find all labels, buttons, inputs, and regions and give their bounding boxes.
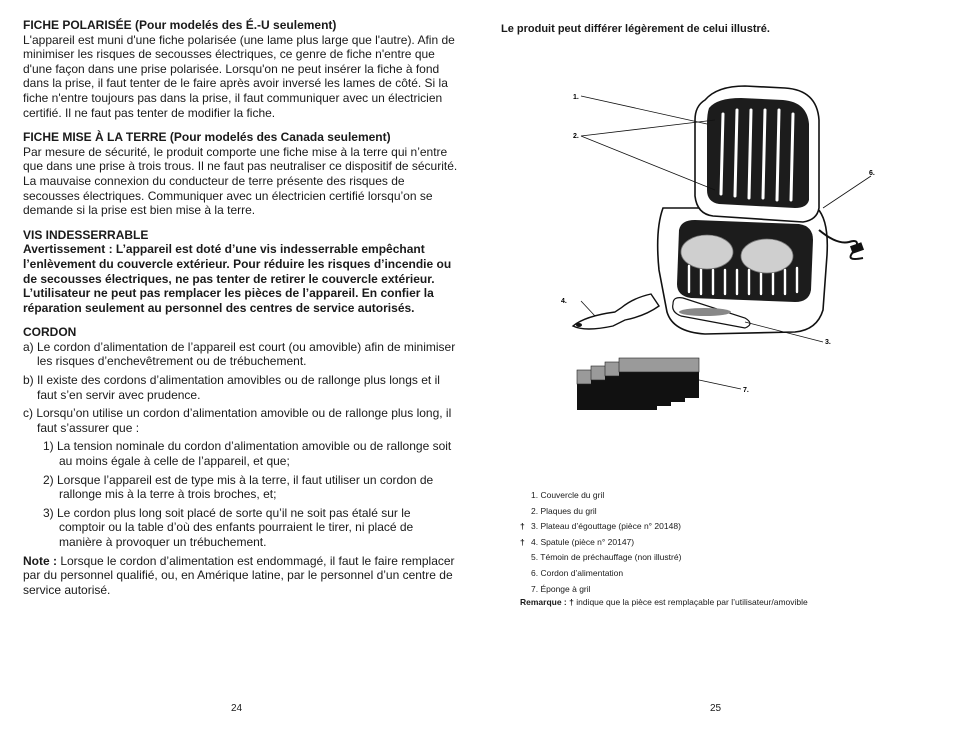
heading-subtitle: (Pour modelés des É.-U seulement) (131, 18, 337, 32)
note-label: Note : (23, 553, 57, 568)
heading-fiche-terre (23, 130, 459, 145)
heading-title: FICHE MISE À LA TERRE (23, 130, 167, 145)
parts-list-item (520, 535, 681, 551)
note-paragraph (23, 554, 459, 598)
figure-label-4: 4. (561, 298, 567, 305)
remark-body: indique que la pièce est remplaçable par l’utilisateur/amovible (573, 597, 808, 607)
part-label: 5. Témoin de préchauffage (non illustré) (531, 552, 682, 563)
figure-label-6: 6. (869, 170, 875, 177)
heading-subtitle: (Pour modelés des Canada seulement) (166, 130, 391, 145)
figure-label-2: 2. (573, 133, 579, 140)
list-item-c: c) Lorsqu’on utilise un cordon d’alimentation amovible ou de rallonge plus long, il faut s’assurer que : (23, 406, 452, 435)
parts-list-item (520, 582, 681, 598)
parts-list (520, 488, 681, 597)
remark-note (520, 597, 808, 607)
list-item-c1: 1) La tension nominale du cordon d’alimentation amovible ou de rallonge soit au moins égale à celle de l’appareil, et que; (43, 439, 452, 469)
heading-vis: VIS INDESSERRABLE (23, 227, 149, 242)
product-disclaimer: Le produit peut différer légèrement de celui illustré. (501, 23, 770, 35)
parts-list-item (520, 504, 681, 520)
dagger-icon: † (520, 521, 525, 532)
note-body: Lorsque le cordon d’alimentation est endommagé, il faut le faire remplacer par du personnel qualifié, ou, en Amérique latine, par le personnel d’un centre de service autorisé. (23, 553, 455, 597)
figure-label-7: 7. (743, 387, 749, 394)
heading-cordon: CORDON (23, 325, 77, 340)
part-label: 6. Cordon d’alimentation (531, 567, 624, 578)
grill-illustration (555, 80, 875, 420)
parts-list-item (520, 550, 681, 566)
list-item-b: b) Il existe des cordons d’alimentation amovibles ou de rallonge plus longs et il faut s’en servir avec prudence. (23, 373, 440, 402)
heading-fiche-polarisee (23, 18, 459, 33)
list-item-c3: 3) Le cordon plus long soit placé de sorte qu’il ne soit pas étalé sur le comptoir ou la table d’où des enfants pourraient le tirer, ni placé de manière à provoquer un trébuchement. (43, 505, 414, 549)
figure-label-3: 3. (825, 339, 831, 346)
list-item-c2: 2) Lorsque l’appareil est de type mis à la terre, il faut utiliser un cordon de rallonge mis à la terre à trois broches, et; (43, 472, 434, 502)
page-number-right: 25 (710, 703, 722, 714)
part-label: 3. Plateau d’égouttage (pièce n° 20148) (531, 521, 681, 532)
parts-list-item (520, 519, 681, 535)
part-label: 1. Couvercle du gril (531, 490, 605, 500)
figure-label-1: 1. (573, 94, 579, 101)
heading-title: FICHE POLARISÉE (23, 18, 132, 32)
paragraph-fiche-terre: Par mesure de sécurité, le produit comporte une fiche mise à la terre qui n’entre que dans une prise à trois trous. Il ne faut pas neutraliser ce dispositif de sécurité. La mauvaise connexion du conducteur de terre présente des risques de secousses électriques. Communiquer avec un électricien certifié lorsqu’on se demande si la prise est bien mise à la terre. (23, 144, 458, 218)
part-label: 2. Plaques du gril (531, 505, 597, 516)
remark-label: Remarque : † (520, 597, 574, 607)
dagger-icon: † (520, 536, 525, 547)
left-page-content (23, 18, 459, 597)
page-number-left: 24 (231, 703, 243, 714)
paragraph-vis-warning: Avertissement : L’appareil est doté d’une vis indesserrable empêchant l’enlèvement du couvercle extérieur. Pour réduire les risques d’incendie ou de secousses électriques, ne pas tenter de retirer le couvercle extérieur. L’utilisateur ne peut pas remplacer les pièces de l’appareil. En confier la réparation seulement au personnel des centres de service autorisés. (23, 242, 452, 315)
paragraph-fiche-polarisee: L'appareil est muni d'une fiche polarisée (une lame plus large que l'autre). Afin de minimiser les risques de secousses électriques, ce genre de fiche n'entre que d'une façon dans une prise polarisée. Lorsqu'on ne peut insérer la fiche à fond dans la prise, il faut tenter de le faire après avoir inversé les lames de côté. Si la fiche n'entre toujours pas dans la prise, il faut communiquer avec un électricien certifié. Il ne faut pas tenter de modifier la fiche. (23, 32, 455, 120)
part-label: 4. Spatule (pièce n° 20147) (531, 536, 635, 547)
part-label: 7. Éponge à gril (531, 583, 591, 594)
parts-list-item (520, 488, 681, 504)
list-item-a: a) Le cordon d’alimentation de l’appareil est court (ou amovible) afin de minimiser les risques d’enchevêtrement ou de trébuchement. (23, 339, 456, 369)
parts-list-item (520, 566, 681, 582)
